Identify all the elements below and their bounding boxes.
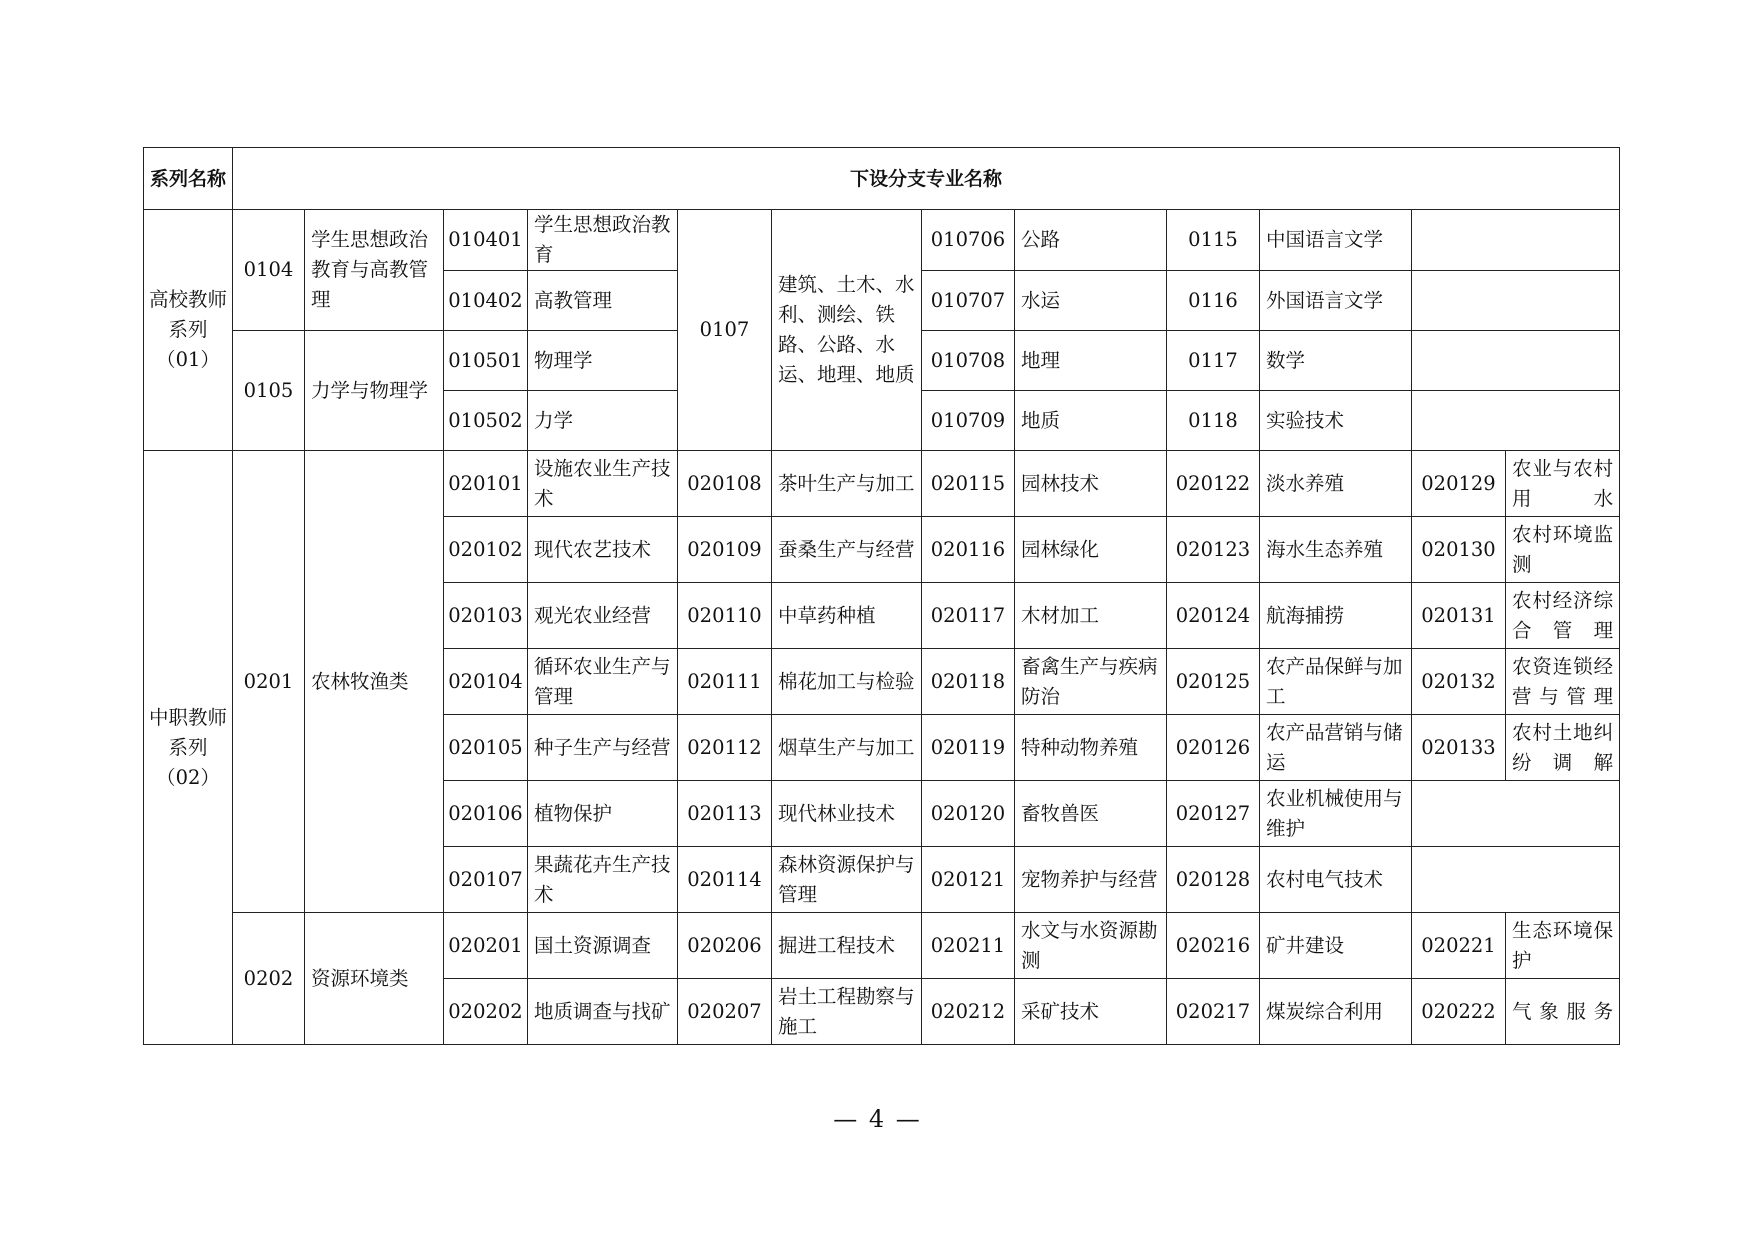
specialty-name: 淡水养殖: [1260, 451, 1412, 517]
specialty-code: 010708: [922, 331, 1015, 391]
specialty-code: 020114: [678, 847, 772, 913]
empty-cell: [1412, 781, 1620, 847]
specialty-code: 020206: [678, 913, 772, 979]
specialty-name: 园林绿化: [1015, 517, 1167, 583]
specialty-name: 畜牧兽医: [1015, 781, 1167, 847]
specialty-code: 020127: [1167, 781, 1260, 847]
specialty-code: 020222: [1412, 979, 1506, 1045]
specialty-name: 岩土工程勘察与施工: [772, 979, 922, 1045]
specialty-name: 蚕桑生产与经营: [772, 517, 922, 583]
specialty-code: 020115: [922, 451, 1015, 517]
page-number: — 4 —: [833, 1105, 922, 1133]
specialty-name: 现代林业技术: [772, 781, 922, 847]
specialty-code: 020109: [678, 517, 772, 583]
specialty-name: 特种动物养殖: [1015, 715, 1167, 781]
empty-cell: [1412, 210, 1620, 271]
specialty-name: 生态环境保护: [1506, 913, 1620, 979]
specialty-code: 020101: [444, 451, 528, 517]
specialty-name: 地质调查与找矿: [528, 979, 678, 1045]
specialty-code: 020105: [444, 715, 528, 781]
specialty-name: 地理: [1015, 331, 1167, 391]
specialty-name: 农村土地纠纷调解: [1506, 715, 1620, 781]
specialty-code: 010402: [444, 271, 528, 331]
specialty-name: 航海捕捞: [1260, 583, 1412, 649]
subcategory-code: 0107: [678, 210, 772, 451]
subcategory-name: 建筑、土木、水利、测绘、铁路、公路、水运、地理、地质: [772, 210, 922, 451]
specialty-name: 农村环境监测: [1506, 517, 1620, 583]
header-branch-name: 下设分支专业名称: [233, 148, 1620, 210]
specialty-name: 种子生产与经营: [528, 715, 678, 781]
specialty-name: 农产品保鲜与加工: [1260, 649, 1412, 715]
specialty-name: 水文与水资源勘测: [1015, 913, 1167, 979]
subcategory-name: 实验技术: [1260, 391, 1412, 451]
table-body: [144, 148, 1620, 1045]
specialty-name: 木材加工: [1015, 583, 1167, 649]
specialty-code: 010707: [922, 271, 1015, 331]
specialty-code: 020103: [444, 583, 528, 649]
series-cell-02: 中职教师系列（02）: [144, 451, 233, 1045]
specialty-name: 矿井建设: [1260, 913, 1412, 979]
specialty-code: 020118: [922, 649, 1015, 715]
specialty-name: 循环农业生产与管理: [528, 649, 678, 715]
specialty-name: 海水生态养殖: [1260, 517, 1412, 583]
specialty-name: 农业机械使用与维护: [1260, 781, 1412, 847]
specialty-name: 园林技术: [1015, 451, 1167, 517]
specialty-code: 020130: [1412, 517, 1506, 583]
specialty-name: 力学: [528, 391, 678, 451]
specialty-name: 气象服务: [1506, 979, 1620, 1045]
specialty-code: 010401: [444, 210, 528, 271]
subcategory-code: 0116: [1167, 271, 1260, 331]
specialty-code: 020123: [1167, 517, 1260, 583]
specialty-code: 020111: [678, 649, 772, 715]
specialty-name: 高教管理: [528, 271, 678, 331]
subcategory-name: 中国语言文学: [1260, 210, 1412, 271]
specialty-name: 地质: [1015, 391, 1167, 451]
subcategory-name: 力学与物理学: [305, 331, 444, 451]
specialty-code: 010501: [444, 331, 528, 391]
specialty-code: 020221: [1412, 913, 1506, 979]
header-row: [144, 148, 1620, 210]
specialty-code: 020107: [444, 847, 528, 913]
specialty-name: 公路: [1015, 210, 1167, 271]
specialty-code: 020133: [1412, 715, 1506, 781]
empty-cell: [1412, 331, 1620, 391]
subcategory-code: 0115: [1167, 210, 1260, 271]
specialty-code: 020117: [922, 583, 1015, 649]
specialty-name: 水运: [1015, 271, 1167, 331]
specialty-code: 020108: [678, 451, 772, 517]
specialty-name: 掘进工程技术: [772, 913, 922, 979]
specialty-code: 020207: [678, 979, 772, 1045]
subcategory-code: 0202: [233, 913, 305, 1045]
empty-cell: [1412, 271, 1620, 331]
specialty-name: 果蔬花卉生产技术: [528, 847, 678, 913]
specialty-code: 010706: [922, 210, 1015, 271]
specialty-code: 020132: [1412, 649, 1506, 715]
specialty-name: 棉花加工与检验: [772, 649, 922, 715]
specialty-code: 020121: [922, 847, 1015, 913]
specialty-name: 设施农业生产技术: [528, 451, 678, 517]
specialty-name: 农村电气技术: [1260, 847, 1412, 913]
subcategory-name: 数学: [1260, 331, 1412, 391]
specialty-code: 010709: [922, 391, 1015, 451]
specialty-code: 020128: [1167, 847, 1260, 913]
subcategory-name: 学生思想政治教育与高教管理: [305, 210, 444, 331]
subcategory-name: 资源环境类: [305, 913, 444, 1045]
specialty-code: 020110: [678, 583, 772, 649]
specialty-name: 国土资源调查: [528, 913, 678, 979]
specialty-code: 010502: [444, 391, 528, 451]
specialty-name: 中草药种植: [772, 583, 922, 649]
specialty-code: 020124: [1167, 583, 1260, 649]
specialty-name: 农产品营销与储运: [1260, 715, 1412, 781]
specialty-code: 020201: [444, 913, 528, 979]
series-cell-01: 高校教师系列（01）: [144, 210, 233, 451]
specialty-table: [143, 147, 1620, 1045]
specialty-name: 现代农艺技术: [528, 517, 678, 583]
table-row: [144, 210, 1620, 271]
subcategory-code: 0201: [233, 451, 305, 913]
specialty-code: 020102: [444, 517, 528, 583]
subcategory-name: 外国语言文学: [1260, 271, 1412, 331]
specialty-code: 020129: [1412, 451, 1506, 517]
header-series-name: 系列名称: [144, 148, 233, 210]
empty-cell: [1412, 847, 1620, 913]
specialty-code: 020202: [444, 979, 528, 1045]
specialty-code: 020216: [1167, 913, 1260, 979]
subcategory-code: 0117: [1167, 331, 1260, 391]
subcategory-code: 0105: [233, 331, 305, 451]
specialty-name: 植物保护: [528, 781, 678, 847]
specialty-name: 煤炭综合利用: [1260, 979, 1412, 1045]
specialty-code: 020104: [444, 649, 528, 715]
specialty-name: 学生思想政治教育: [528, 210, 678, 271]
specialty-code: 020106: [444, 781, 528, 847]
specialty-name: 农业与农村用水: [1506, 451, 1620, 517]
subcategory-name: 农林牧渔类: [305, 451, 444, 913]
specialty-code: 020212: [922, 979, 1015, 1045]
specialty-name: 采矿技术: [1015, 979, 1167, 1045]
specialty-name: 茶叶生产与加工: [772, 451, 922, 517]
subcategory-code: 0118: [1167, 391, 1260, 451]
table-row: [144, 451, 1620, 517]
subcategory-code: 0104: [233, 210, 305, 331]
specialty-code: 020119: [922, 715, 1015, 781]
empty-cell: [1412, 391, 1620, 451]
specialty-name: 物理学: [528, 331, 678, 391]
specialty-code: 020125: [1167, 649, 1260, 715]
specialty-name: 宠物养护与经营: [1015, 847, 1167, 913]
specialty-code: 020211: [922, 913, 1015, 979]
specialty-code: 020126: [1167, 715, 1260, 781]
specialty-code: 020120: [922, 781, 1015, 847]
specialty-code: 020112: [678, 715, 772, 781]
specialty-code: 020116: [922, 517, 1015, 583]
specialty-name: 农资连锁经营与管理: [1506, 649, 1620, 715]
specialty-code: 020131: [1412, 583, 1506, 649]
table-row: [144, 913, 1620, 979]
specialty-name: 畜禽生产与疾病防治: [1015, 649, 1167, 715]
specialty-code: 020122: [1167, 451, 1260, 517]
specialty-name: 农村经济综合管理: [1506, 583, 1620, 649]
specialty-code: 020113: [678, 781, 772, 847]
specialty-name: 观光农业经营: [528, 583, 678, 649]
specialty-code: 020217: [1167, 979, 1260, 1045]
specialty-name: 烟草生产与加工: [772, 715, 922, 781]
specialty-name: 森林资源保护与管理: [772, 847, 922, 913]
